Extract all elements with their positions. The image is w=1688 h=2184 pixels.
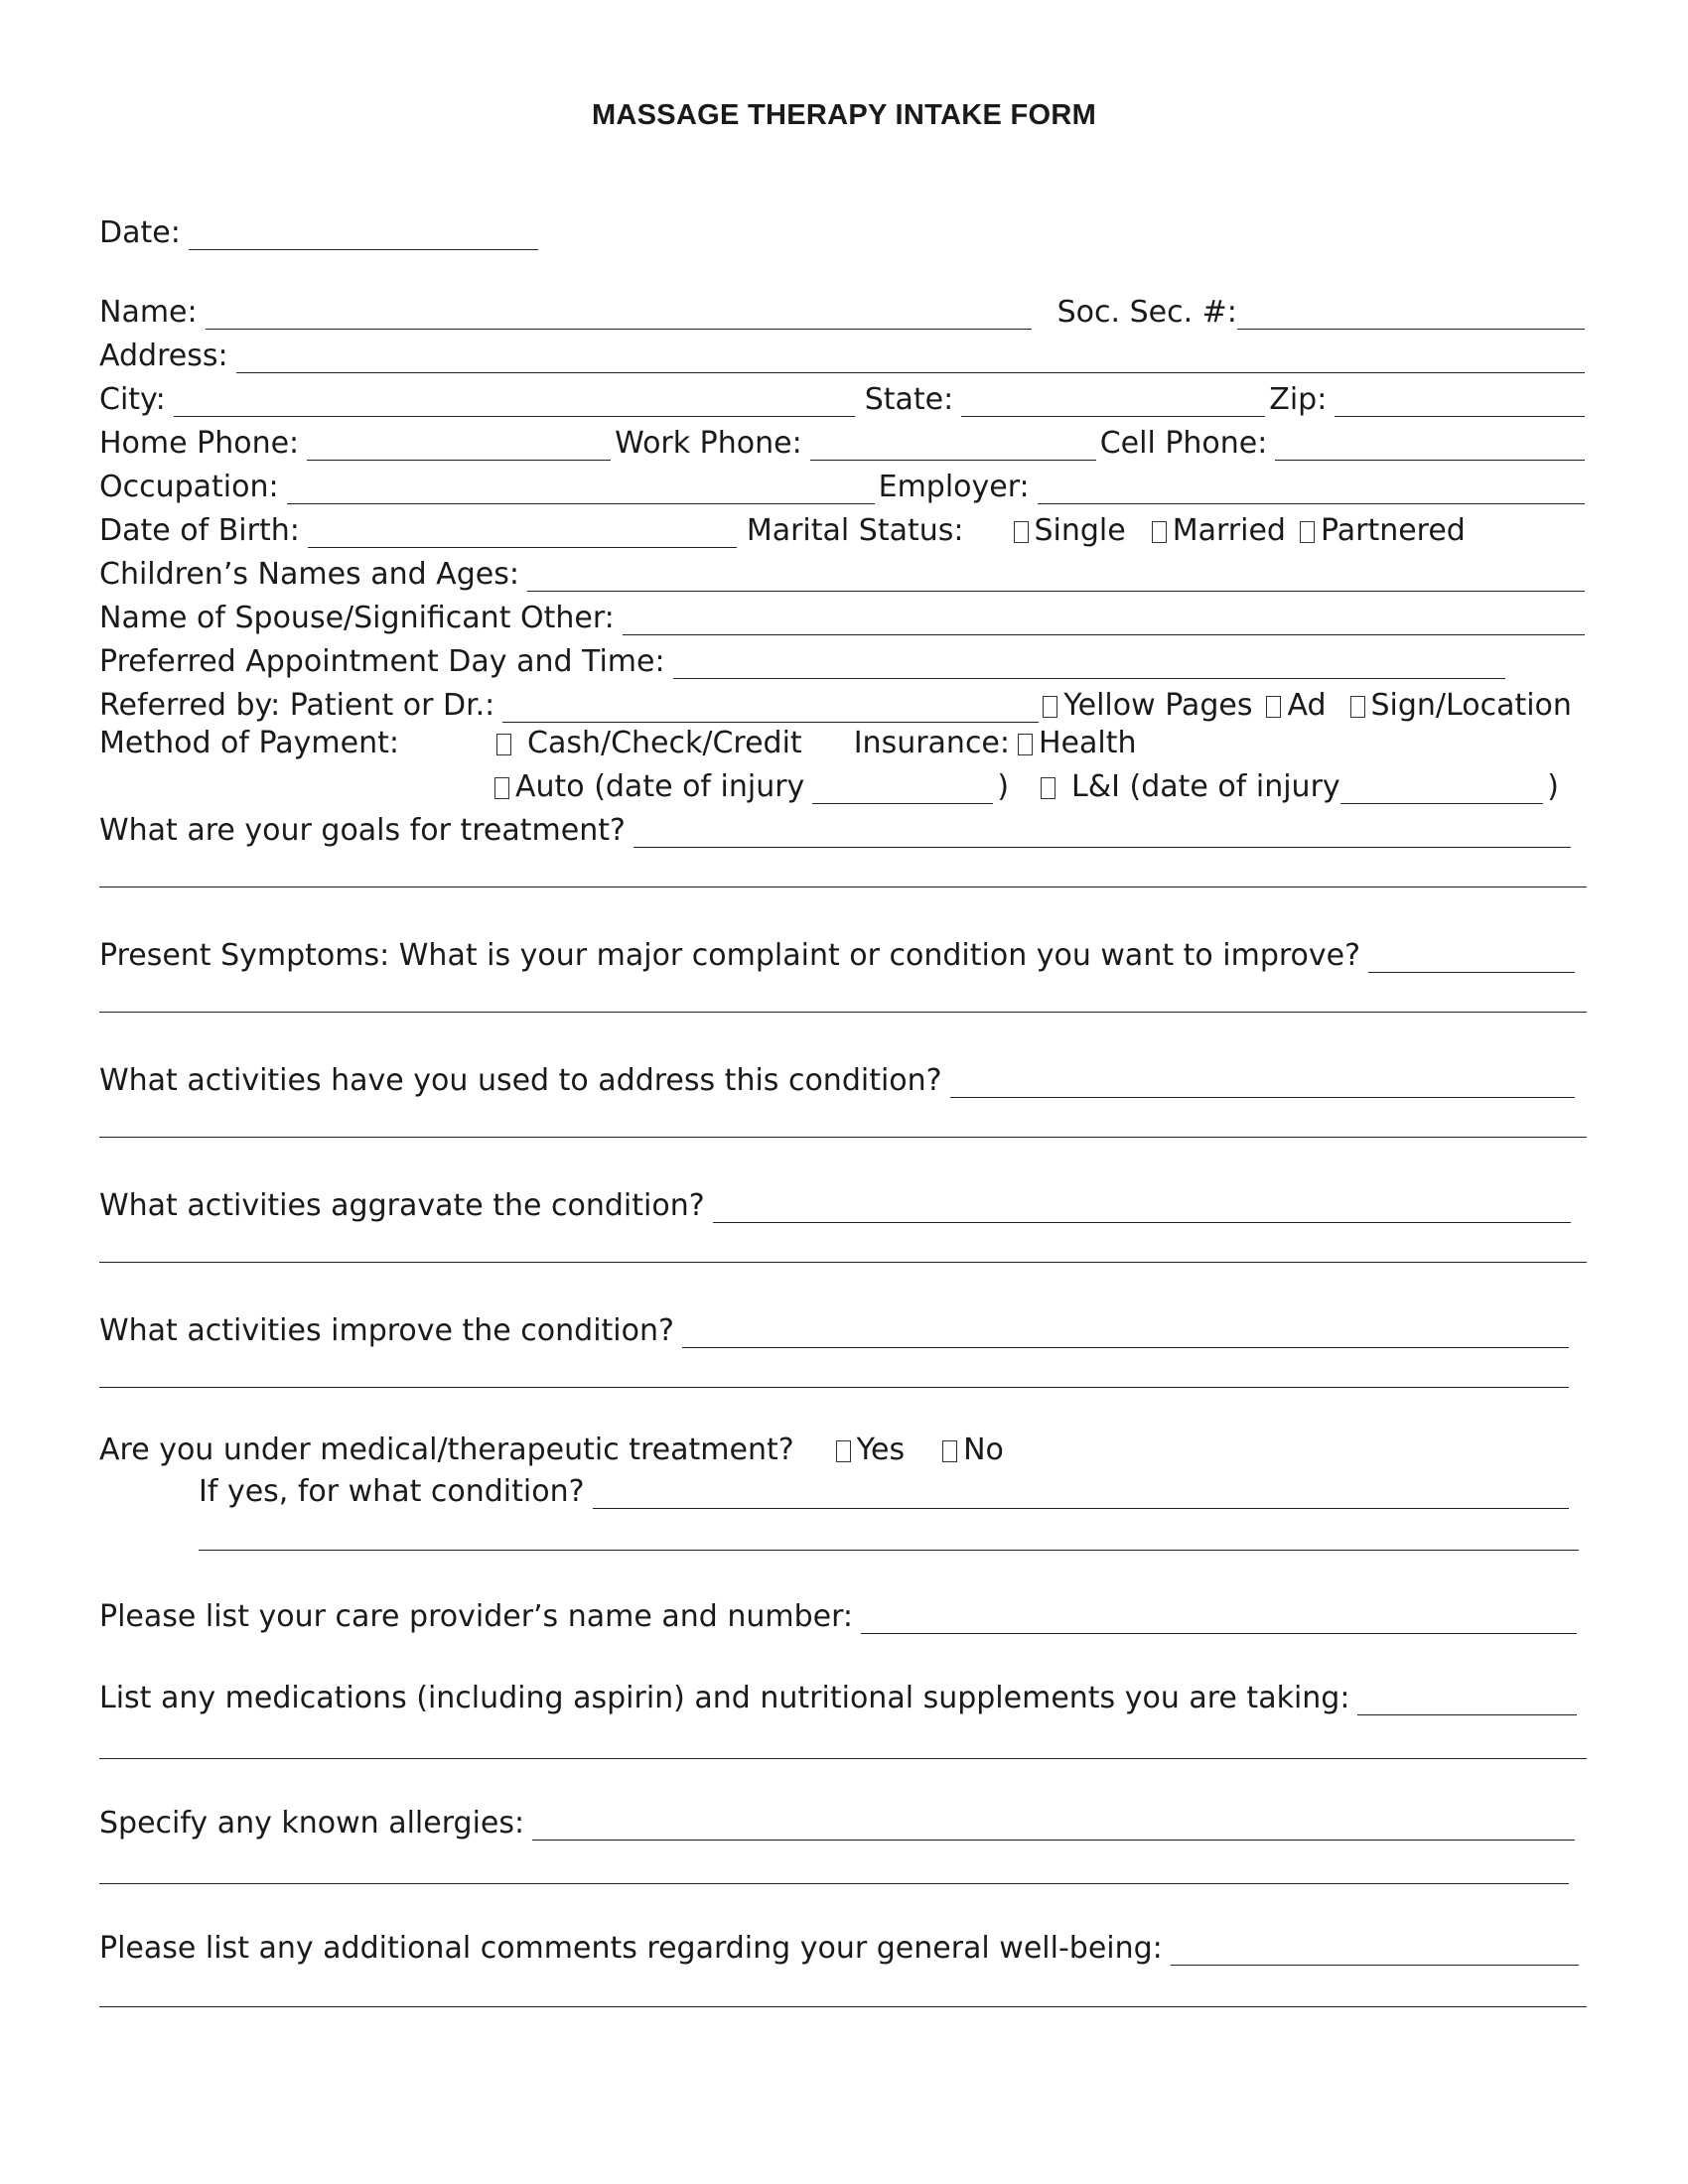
goals-field[interactable] <box>633 819 1571 848</box>
health-label: Health <box>1039 726 1137 760</box>
marital-partnered-option[interactable] <box>1300 514 1466 548</box>
marital-status-label: Marital Status: <box>746 513 964 548</box>
name-label: Name: <box>99 295 198 330</box>
zip-label: Zip: <box>1269 382 1328 417</box>
occupation-label: Occupation: <box>99 470 279 504</box>
children-label: Children’s Names and Ages: <box>99 557 519 592</box>
aggravate-label: What activities aggravate the condition? <box>99 1188 705 1223</box>
state-field[interactable] <box>961 388 1265 417</box>
dob-field[interactable] <box>308 519 737 548</box>
comments-field[interactable] <box>1171 1937 1579 1966</box>
name-field[interactable] <box>206 301 1032 330</box>
what-condition-field[interactable] <box>593 1480 1569 1509</box>
insurance-label: Insurance: <box>853 726 1010 760</box>
payment-cash-option[interactable] <box>496 727 802 760</box>
allergies-field-line-2[interactable] <box>99 1883 1569 1884</box>
appointment-row <box>99 639 1509 679</box>
cell-phone-label: Cell Phone: <box>1099 426 1268 461</box>
home-phone-field[interactable] <box>307 432 611 461</box>
li-checkbox[interactable] <box>1041 777 1055 799</box>
married-checkbox[interactable] <box>1152 521 1167 543</box>
insurance-auto-option[interactable] <box>494 770 804 804</box>
occupation-field[interactable] <box>287 476 875 504</box>
symptoms-label: Present Symptoms: What is your major complaint or condition you want to improve? <box>99 938 1361 973</box>
referral-ad-option[interactable] <box>1266 689 1326 723</box>
symptoms-field[interactable] <box>1368 944 1575 973</box>
activities-used-field[interactable] <box>950 1069 1575 1098</box>
occupation-row <box>99 465 1589 504</box>
medications-label: List any medications (including aspirin) and nutritional supplements you are taking: <box>99 1681 1350 1715</box>
what-condition-label: If yes, for what condition? <box>199 1474 585 1509</box>
state-label: State: <box>864 382 954 417</box>
ssn-label: Soc. Sec. #: <box>1056 295 1237 330</box>
improve-field-line-2[interactable] <box>99 1387 1569 1388</box>
children-field[interactable] <box>527 563 1585 592</box>
aggravate-field[interactable] <box>713 1194 1571 1223</box>
sign-location-checkbox[interactable] <box>1350 696 1365 718</box>
li-label: L&I (date of injury <box>1071 769 1340 804</box>
spouse-label: Name of Spouse/Significant Other: <box>99 601 615 635</box>
payment-row-2 <box>494 764 1559 804</box>
date-field[interactable] <box>189 221 538 250</box>
home-phone-label: Home Phone: <box>99 426 300 461</box>
payment-row <box>99 721 1589 760</box>
appointment-field[interactable] <box>673 650 1505 679</box>
health-checkbox[interactable] <box>1018 734 1033 755</box>
partnered-checkbox[interactable] <box>1300 521 1315 543</box>
yellow-pages-checkbox[interactable] <box>1043 696 1057 718</box>
work-phone-field[interactable] <box>810 432 1096 461</box>
ad-label: Ad <box>1287 688 1327 723</box>
medications-field-line-2[interactable] <box>99 1758 1587 1759</box>
aggravate-row <box>99 1183 1575 1223</box>
yes-label: Yes <box>856 1433 906 1467</box>
referral-yellow-pages-option[interactable] <box>1043 689 1252 723</box>
yellow-pages-label: Yellow Pages <box>1063 688 1253 723</box>
appointment-label: Preferred Appointment Day and Time: <box>99 644 665 679</box>
single-label: Single <box>1034 513 1126 548</box>
date-row <box>99 210 1589 250</box>
treatment-yes-option[interactable] <box>836 1433 905 1467</box>
li-close-paren: ) <box>1547 769 1559 804</box>
aggravate-field-line-2[interactable] <box>99 1262 1587 1263</box>
marital-single-option[interactable] <box>1014 514 1126 548</box>
referred-by-field[interactable] <box>502 694 1039 723</box>
allergies-row <box>99 1801 1579 1841</box>
improve-label: What activities improve the condition? <box>99 1313 674 1348</box>
yes-checkbox[interactable] <box>836 1440 851 1462</box>
auto-injury-date-field[interactable] <box>812 775 993 804</box>
treatment-no-option[interactable] <box>942 1433 1004 1467</box>
medications-field[interactable] <box>1357 1687 1577 1715</box>
allergies-label: Specify any known allergies: <box>99 1806 525 1841</box>
improve-field[interactable] <box>682 1319 1569 1348</box>
partnered-label: Partnered <box>1320 513 1466 548</box>
goals-label: What are your goals for treatment? <box>99 813 626 848</box>
care-provider-field[interactable] <box>861 1605 1577 1634</box>
auto-checkbox[interactable] <box>494 777 509 799</box>
single-checkbox[interactable] <box>1014 521 1029 543</box>
employer-field[interactable] <box>1038 476 1585 504</box>
form-title: MASSAGE THERAPY INTAKE FORM <box>591 99 1097 131</box>
activities-used-row <box>99 1058 1579 1098</box>
referred-by-label: Referred by: Patient or Dr.: <box>99 688 495 723</box>
symptoms-row <box>99 933 1579 973</box>
no-label: No <box>963 1433 1004 1467</box>
address-row <box>99 334 1589 373</box>
employer-label: Employer: <box>878 470 1030 504</box>
insurance-health-option[interactable] <box>1018 727 1137 760</box>
address-label: Address: <box>99 339 228 373</box>
under-treatment-label: Are you under medical/therapeutic treatment? <box>99 1433 794 1467</box>
address-field[interactable] <box>236 344 1585 373</box>
name-row <box>99 290 1589 330</box>
insurance-li-option[interactable] <box>1041 770 1340 804</box>
children-row <box>99 552 1589 592</box>
spouse-field[interactable] <box>623 607 1585 635</box>
comments-field-line-2[interactable] <box>99 2006 1587 2007</box>
under-treatment-row <box>99 1428 1589 1467</box>
payment-label: Method of Payment: <box>99 726 399 760</box>
dob-row <box>99 508 1589 548</box>
spouse-row <box>99 596 1589 635</box>
auto-label: Auto (date of injury <box>515 769 805 804</box>
zip-field[interactable] <box>1335 388 1585 417</box>
referral-sign-option[interactable] <box>1350 689 1572 723</box>
care-provider-label: Please list your care provider’s name and number: <box>99 1599 853 1634</box>
cash-label: Cash/Check/Credit <box>527 726 802 760</box>
symptoms-field-line-2[interactable] <box>99 1012 1587 1013</box>
work-phone-label: Work Phone: <box>615 426 802 461</box>
li-injury-date-field[interactable] <box>1340 775 1544 804</box>
activities-used-label: What activities have you used to address this condition? <box>99 1063 942 1098</box>
married-label: Married <box>1172 513 1286 548</box>
ssn-field[interactable] <box>1237 301 1585 330</box>
comments-row <box>99 1926 1583 1966</box>
activities-used-field-line-2[interactable] <box>99 1137 1587 1138</box>
medications-row <box>99 1676 1581 1715</box>
phone-row <box>99 421 1589 461</box>
cell-phone-field[interactable] <box>1275 432 1585 461</box>
ad-checkbox[interactable] <box>1266 696 1281 718</box>
allergies-field[interactable] <box>532 1812 1575 1841</box>
date-label: Date: <box>99 215 181 250</box>
referral-row <box>99 683 1589 723</box>
city-row <box>99 377 1589 417</box>
dob-label: Date of Birth: <box>99 513 300 548</box>
what-condition-row <box>199 1469 1573 1509</box>
city-field[interactable] <box>174 388 855 417</box>
no-checkbox[interactable] <box>942 1440 957 1462</box>
cash-checkbox[interactable] <box>496 734 511 755</box>
improve-row <box>99 1308 1573 1348</box>
city-label: City: <box>99 382 166 417</box>
care-provider-row <box>99 1594 1581 1634</box>
auto-close-paren: ) <box>997 769 1010 804</box>
goals-row <box>99 808 1575 848</box>
what-condition-field-line-2[interactable] <box>199 1550 1579 1551</box>
marital-married-option[interactable] <box>1152 514 1286 548</box>
sign-location-label: Sign/Location <box>1370 688 1572 723</box>
comments-label: Please list any additional comments regarding your general well-being: <box>99 1931 1163 1966</box>
